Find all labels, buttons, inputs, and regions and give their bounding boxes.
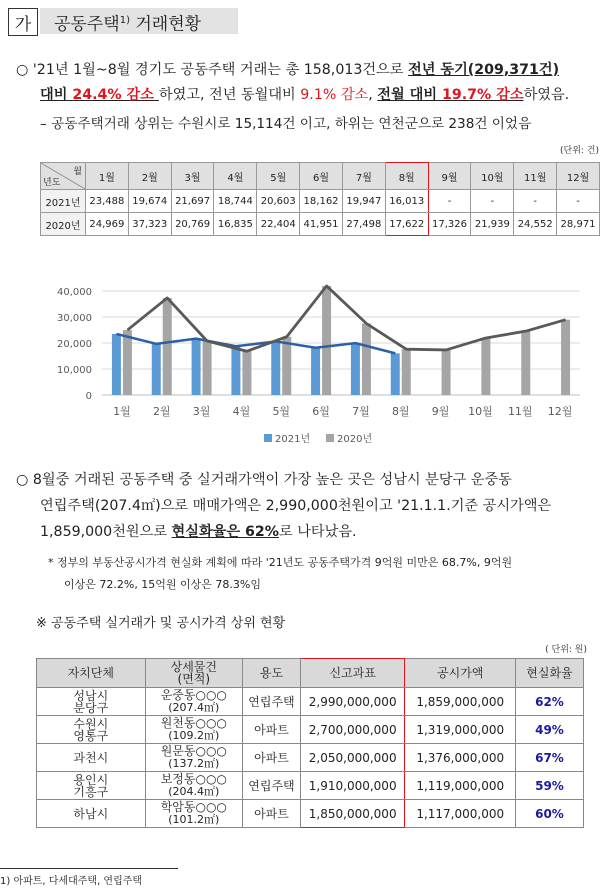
- bar-2020년: [561, 320, 570, 395]
- bar-2020년: [123, 330, 132, 395]
- table-cell: 16,835: [214, 213, 257, 236]
- month-header: 1월: [86, 163, 129, 190]
- item-cell: 학암동○○○ (101.2㎡): [145, 800, 242, 828]
- chart-legend: [264, 432, 372, 445]
- monthly-trade-table: [40, 162, 600, 236]
- section-title: 공동주택$^{1)}$ 거래현황: [40, 8, 238, 34]
- s2-line3: 1,859,000천원으로 현실화율은 62%로 나타났음.: [40, 524, 357, 540]
- month-header: 12월: [557, 163, 600, 190]
- declared-cell: 2,990,000,000: [300, 688, 405, 716]
- use-cell: 아파트: [243, 744, 301, 772]
- table-row: [37, 716, 584, 744]
- s1-line3: – 공동주택거래 상위는 수원시로 15,114건 이고, 하위는 연천군으로 238건 이었음: [40, 116, 532, 132]
- row-label: 2020년: [41, 213, 86, 236]
- y-tick-label: 40,000: [57, 287, 92, 298]
- bar-2021년: [112, 334, 121, 395]
- table-cell: 18,744: [214, 190, 257, 213]
- s2-line1: ○ 8월중 거래된 공동주택 중 실거래가액이 가장 높은 곳은 성남시 분당구 운중동: [16, 472, 512, 488]
- col-header: 자치단체: [37, 659, 146, 688]
- y-tick-label: 10,000: [57, 365, 92, 376]
- declared-cell: 2,700,000,000: [300, 716, 405, 744]
- x-tick-label: 4월: [232, 405, 251, 418]
- table-row: [37, 772, 584, 800]
- x-tick-label: 12월: [547, 405, 573, 418]
- col-header: 상세물건 (면적): [145, 659, 242, 688]
- bar-2021년: [152, 344, 161, 395]
- table-cell: -: [471, 190, 514, 213]
- bar-2021년: [192, 339, 201, 395]
- month-header: 4월: [214, 163, 257, 190]
- month-header: 10월: [471, 163, 514, 190]
- table-cell: 28,971: [557, 213, 600, 236]
- bar-2020년: [163, 298, 172, 395]
- bar-2020년: [402, 349, 411, 395]
- top-price-table: [36, 658, 584, 828]
- official-cell: 1,319,000,000: [405, 716, 515, 744]
- bar-2020년: [481, 338, 490, 395]
- bar-2021년: [231, 346, 240, 395]
- bar-2020년: [442, 350, 451, 395]
- col-header: 현실화율: [515, 659, 583, 688]
- bar-2021년: [271, 341, 280, 395]
- table-row: [41, 213, 600, 236]
- x-tick-label: 9월: [431, 405, 450, 418]
- declared-cell: 1,850,000,000: [300, 800, 405, 828]
- rate-cell: 59%: [515, 772, 583, 800]
- table-cell: 19,947: [342, 190, 385, 213]
- table-cell: 18,162: [300, 190, 343, 213]
- city-cell: 과천시: [37, 744, 146, 772]
- footnote: 1) 아파트, 다세대주택, 연립주택: [0, 876, 143, 887]
- city-cell: 하남시: [37, 800, 146, 828]
- table-cell: -: [557, 190, 600, 213]
- table-cell: 20,603: [257, 190, 300, 213]
- table-cell: 19,674: [128, 190, 171, 213]
- table-cell: 24,552: [514, 213, 557, 236]
- legend-label: 2021년: [275, 434, 311, 445]
- table-cell: 20,769: [171, 213, 214, 236]
- table-cell: 17,326: [428, 213, 471, 236]
- x-tick-label: 11월: [507, 405, 533, 418]
- rate-cell: 62%: [515, 688, 583, 716]
- month-header: 7월: [342, 163, 385, 190]
- official-cell: 1,119,000,000: [405, 772, 515, 800]
- x-tick-label: 7월: [352, 405, 370, 418]
- trade-chart: [30, 268, 590, 458]
- bar-2021년: [391, 353, 400, 395]
- declared-cell: 2,050,000,000: [300, 744, 405, 772]
- table-cell-highlight: 17,622: [385, 213, 428, 236]
- section-mark: 가: [8, 8, 38, 36]
- use-cell: 연립주택: [243, 688, 301, 716]
- official-cell: 1,376,000,000: [405, 744, 515, 772]
- legend-swatch: [326, 434, 334, 442]
- legend-label: 2020년: [337, 434, 373, 445]
- city-cell: 수원시 영통구: [37, 716, 146, 744]
- table-cell: 21,939: [471, 213, 514, 236]
- bar-2020년: [242, 351, 251, 395]
- y-axis-ticks: [57, 287, 92, 402]
- item-cell: 원문동○○○ (137.2㎡): [145, 744, 242, 772]
- month-header-highlight: 8월: [385, 163, 428, 190]
- month-header: 11월: [514, 163, 557, 190]
- table-cell-highlight: 16,013: [385, 190, 428, 213]
- month-header: 2월: [128, 163, 171, 190]
- x-tick-label: 2월: [152, 405, 171, 418]
- bar-2020년: [203, 341, 212, 395]
- s1-unit: (단위: 건): [560, 146, 599, 156]
- y-tick-label: 30,000: [57, 313, 92, 324]
- x-tick-label: 3월: [192, 405, 211, 418]
- x-tick-label: 6월: [312, 405, 330, 418]
- x-tick-label: 5월: [272, 405, 291, 418]
- table-row: [41, 190, 600, 213]
- bar-2020년: [521, 331, 530, 395]
- rate-cell: 49%: [515, 716, 583, 744]
- x-tick-label: 8월: [391, 405, 410, 418]
- month-header: 5월: [257, 163, 300, 190]
- bar-2020년: [282, 337, 291, 395]
- table-cell: 37,323: [128, 213, 171, 236]
- official-cell: 1,859,000,000: [405, 688, 515, 716]
- use-cell: 연립주택: [243, 772, 301, 800]
- s2-line2: 연립주택(207.4㎡)으로 매매가액은 2,990,000천원이고 '21.1.1.기준 공시가액은: [40, 498, 552, 514]
- table-row: [37, 800, 584, 828]
- city-cell: 성남시 분당구: [37, 688, 146, 716]
- bar-2020년: [322, 286, 331, 395]
- col-header: 용도: [243, 659, 301, 688]
- month-header: 3월: [171, 163, 214, 190]
- month-header: 9월: [428, 163, 471, 190]
- x-tick-label: 1월: [113, 405, 131, 418]
- s2-note: * 정부의 부동산공시가격 현실화 계획에 따라 '21년도 공동주택가격 9억원 미만은 68.7%, 9억원 이상은 72.2%, 15억원 이상은 78.3%임: [48, 556, 513, 591]
- official-cell: 1,117,000,000: [405, 800, 515, 828]
- rate-cell: 67%: [515, 744, 583, 772]
- city-cell: 용인시 기흥구: [37, 772, 146, 800]
- s2-subtitle: ※ 공동주택 실거래가 및 공시가격 상위 현황: [36, 616, 286, 631]
- table-cell: 21,697: [171, 190, 214, 213]
- bar-2021년: [311, 348, 320, 395]
- rate-cell: 60%: [515, 800, 583, 828]
- table-cell: -: [514, 190, 557, 213]
- s1-line1: ○ '21년 1월~8월 경기도 공동주택 거래는 총 158,013건으로 전년 동기(209,371건): [16, 62, 560, 78]
- bar-2021년: [351, 343, 360, 395]
- table-cell: 23,488: [86, 190, 129, 213]
- table-cell: 27,498: [342, 213, 385, 236]
- table-cell: -: [428, 190, 471, 213]
- footnote-divider: [0, 868, 178, 869]
- y-tick-label: 0: [85, 391, 92, 402]
- s1-line2: 대비 24.4% 감소 하였고, 전년 동월대비 9.1% 감소, 전월 대비 19.7% 감소하였음.: [40, 87, 570, 103]
- bar-2020년: [362, 324, 371, 395]
- declared-cell: 1,910,000,000: [300, 772, 405, 800]
- table-cell: 24,969: [86, 213, 129, 236]
- month-header: 6월: [300, 163, 343, 190]
- x-axis-ticks: [113, 404, 572, 418]
- table-cell: 41,951: [300, 213, 343, 236]
- item-cell: 원천동○○○ (109.2㎡): [145, 716, 242, 744]
- item-cell: 보정동○○○ (204.4㎡): [145, 772, 242, 800]
- row-label: 2021년: [41, 190, 86, 213]
- use-cell: 아파트: [243, 800, 301, 828]
- col-header-highlight: 신고과표: [300, 659, 405, 688]
- col-header: 공시가액: [405, 659, 515, 688]
- legend-swatch: [264, 434, 272, 442]
- table-cell: 22,404: [257, 213, 300, 236]
- y-tick-label: 20,000: [57, 339, 92, 350]
- table-row: [37, 688, 584, 716]
- corner-cell: 월 년도: [41, 163, 86, 190]
- s2-unit: ( 단위: 원): [545, 645, 587, 655]
- x-tick-label: 10월: [468, 405, 493, 418]
- use-cell: 아파트: [243, 716, 301, 744]
- table-row: [37, 744, 584, 772]
- item-cell: 운중동○○○ (207.4㎡): [145, 688, 242, 716]
